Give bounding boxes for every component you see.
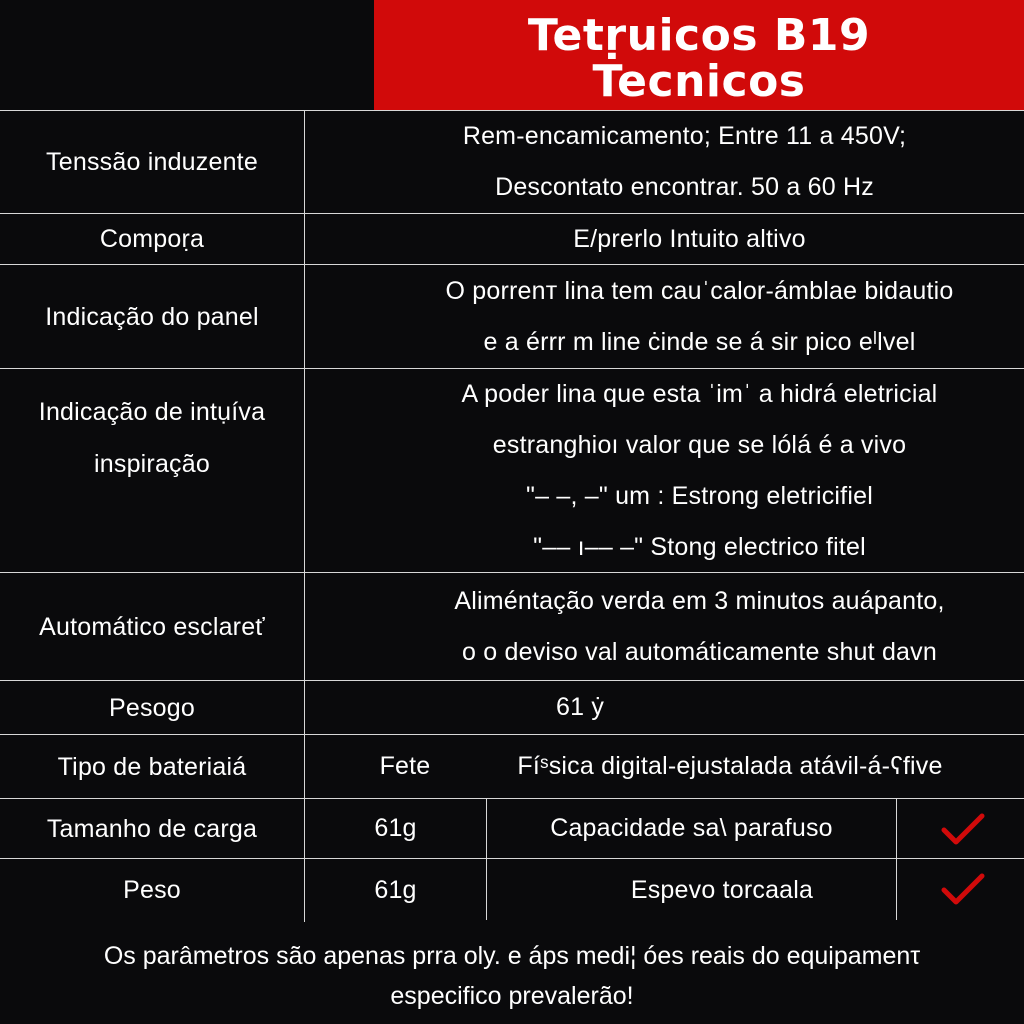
spec-value-cell [305,369,1024,572]
spec-value-cell [305,265,1024,368]
spec-value: "– –, –" um : Estrong eletricifiel [526,481,873,510]
spec-label-cell [0,859,304,921]
spec-col2: 61g [374,814,417,842]
spec-col2-cell [305,859,486,921]
spec-value: E/prerlo Intuito altivo [573,224,806,253]
spec-col2-cell [305,799,486,858]
disclaimer-line: especifico prevalerão! [390,982,634,1010]
spec-value-cell [487,799,896,858]
spec-value-cell [305,110,1024,213]
spec-value: 61 ẏ [555,693,605,721]
spec-col2: 61g [374,875,417,904]
disclaimer-footer [0,922,1024,1024]
spec-label: Peso [123,876,181,904]
spec-value-cell [487,859,957,921]
spec-value: Descontato encontrar. 50 a 60 Hz [495,172,874,201]
spec-label-cell [0,110,304,213]
spec-label-cell [0,735,304,798]
spec-value: Fíˢsica digital-ejustalada atávil-á-ʕfive [517,752,943,780]
spec-value: A poder lina que esta ˈimˈ a hidrá eletricial [461,379,938,408]
spec-label-cell [0,799,304,858]
spec-value: Espevo torcaala [630,875,814,904]
spec-label-cell [0,214,304,264]
spec-label-cell [0,573,304,680]
spec-value: e a érrr m line ċinde se á sir pico eˡlvel [483,327,916,356]
specs-table [0,110,1024,920]
spec-value: "–– ı–– –" Stong electrico fitel [533,532,866,561]
spec-value: o o deviso val automáticamente shut davn [462,637,937,666]
spec-col2: Fete [379,752,431,780]
spec-label: Tenssão induzente [46,147,258,176]
spec-label: Indicação do panel [45,302,259,331]
page-subtitle: Tecnicos [592,56,806,107]
spec-value: O porrenт lina tem cauˈcalor-ámblae bidautio [445,276,954,305]
spec-value: Rem-encamicamento; Entre 11 a 450V; [462,121,907,150]
spec-value: Capacidade sa\ parafuso [550,814,833,842]
spec-label-cell [0,265,304,368]
spec-label: inspiração [94,450,210,478]
spec-label-cell [0,681,304,734]
check-icon [938,810,988,850]
spec-value-cell [540,681,620,734]
disclaimer-line: Os parâmetros são apenas prra oly. e áps medi¦ óes reais do equipamenτ [103,942,921,970]
spec-label: Tamanho de carga [46,814,258,843]
check-icon [938,870,988,910]
spec-value-cell [470,735,990,798]
spec-label: Indicação de intụíva [38,398,266,426]
spec-label: Automático esclareť [39,612,265,641]
page-title: Tetṛuicos B19 [527,10,871,61]
spec-value: Aliméntação verda em 3 minutos auápanto, [454,586,945,615]
spec-label: Pesogo [109,693,195,722]
spec-label: Compoṛa [99,225,205,253]
spec-value: estranghioı valor que se lólá é a vivo [492,430,907,459]
spec-value-cell [305,573,1024,680]
spec-label-cell [0,378,304,498]
spec-label: Tipo de bateriaiá [57,752,247,781]
spec-value-cell [305,214,1024,264]
